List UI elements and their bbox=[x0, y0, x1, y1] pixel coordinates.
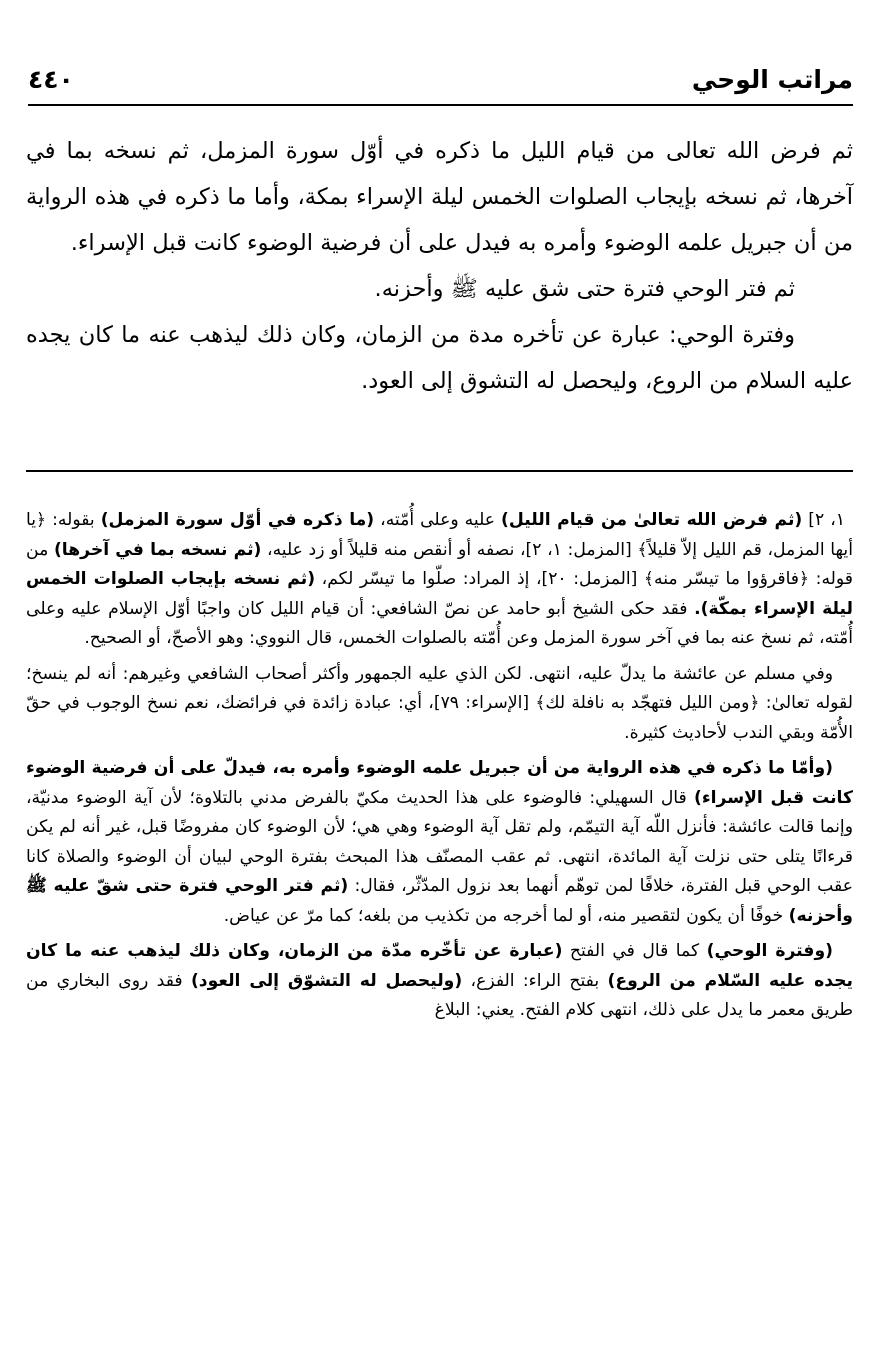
quoted-text: (وفترة الوحي) bbox=[706, 941, 833, 961]
commentary-text: قال السهيلي: فالوضوء على هذا الحديث مكيّ بالفرض مدني بالتلاوة؛ لأن آية الوضوء مدنيّة، وإنما قالت عائشة: فأنزل اللّه آية التيمّم، ولم تقل آية الوضوء وهي هي؛ لأن الوضوء كان مفروضًا قبل، غير أنه لم يكن قرءانًا يتلى حتى نزلت آية المائدة، انتهى. ثم عقب المصنّف هذا المبحث بفترة الوحي لبيان أن الوضوء والصلاة كانا عقب الوحي قبل الفترة، خلافًا لمن توهّم أنهما بعد نزول المدّثّر، فقال: bbox=[26, 787, 853, 896]
commentary-text: فقد حكى الشيخ أبو حامد عن نصّ الشافعي: أن قيام الليل كان واجبًا أوّل الإسلام عليه وعلى أُمّته، ثم نسخ عنه بما في آخر سورة المزمل وعن أُمّته بالصلوات الخمس، قال النووي: وهو الأصحّ، أو الصحيح. bbox=[26, 598, 853, 648]
commentary-text: فقد روى البخاري من طريق معمر ما يدل على ذلك، انتهى كلام الفتح. يعني: البلاغ bbox=[26, 970, 853, 1020]
main-paragraph-1: ثم فرض الله تعالى من قيام الليل ما ذكره في أوّل سورة المزمل، ثم نسخه بما في آخرها، ثم نسخه بإيجاب الصلوات الخمس ليلة الإسراء بمكة، وأما ما ذكره في هذه الرواية من أن جبريل علمه الوضوء وأمره به فيدل على أن فرضية الوضوء كانت قبل الإسراء. bbox=[26, 138, 853, 256]
section-divider bbox=[26, 470, 853, 472]
commentary-paragraph-4 bbox=[26, 937, 853, 1026]
page-header bbox=[28, 60, 853, 106]
commentary-paragraph-3 bbox=[26, 754, 853, 931]
quoted-text: (ما ذكره في أوّل سورة المزمل) bbox=[100, 510, 375, 530]
commentary bbox=[26, 506, 853, 1032]
commentary-paragraph-1 bbox=[26, 506, 853, 654]
quoted-text: (وأمّا ما ذكره في هذه الرواية من أن جبريل علمه الوضوء وأمره به، فيدلّ على أن فرضية الوضوء كانت قبل الإسراء) bbox=[26, 758, 853, 808]
main-text bbox=[26, 128, 853, 404]
commentary-text: عليه وعلى أُمّته، bbox=[374, 510, 502, 530]
commentary-paragraph-2: وفي مسلم عن عائشة ما يدلّ عليه، انتهى. لكن الذي عليه الجمهور وأكثر أصحاب الشافعي وغيرهم: أنه لم ينسخ؛ لقوله تعالىٰ: ﴿ومن الليل فتهجّد به نافلة لك﴾ [الإسراء: ٧٩]، أي: عبادة زائدة في فرائضك، نعم نسخ الوجوب في حقّ الأُمّة وبقي الندب لأحاديث كثيرة. bbox=[26, 663, 853, 743]
quoted-text: (وليحصل له التشوّق إلى العود) bbox=[190, 970, 463, 991]
quoted-text: (عبارة عن تأخّره مدّة من الزمان، وكان ذلك ليذهب عنه ما كان يجده عليه السّلام من الروع) bbox=[26, 941, 853, 991]
commentary-text: ١، ٢] bbox=[802, 510, 846, 530]
page-number: ٤٤٠ bbox=[28, 65, 74, 94]
commentary-text: من قوله: ﴿فاقرؤوا ما تيسّر منه﴾ [المزمل: ٢٠]، إذ المراد: صلّوا ما تيسّر لكم، bbox=[26, 539, 853, 589]
commentary-text: خوفًا أن يكون لتقصير منه، أو لما أخرجه من تكذيب من بلغه؛ كما مرّ عن عياض. bbox=[223, 905, 789, 926]
commentary-text: بقوله: ﴿يا أيها المزمل، قم الليل إلاّ قليلاً﴾ [المزمل: ١، ٢]، نصفه أو أنقص منه قليلاً أو زد عليه، bbox=[26, 510, 853, 560]
quoted-text: (ثم فرض الله تعالىٰ من قيام الليل) bbox=[501, 510, 803, 530]
quoted-text: (ثم نسخه بما في آخرها) bbox=[53, 539, 262, 560]
main-paragraph-2: ثم فتر الوحي فترة حتى شق عليه ﷺ وأحزنه. bbox=[374, 276, 795, 302]
commentary-text: بفتح الراء: الفزع، bbox=[462, 970, 608, 991]
running-title: مراتب الوحي bbox=[691, 65, 853, 94]
quoted-text: (ثم نسخه بإيجاب الصلوات الخمس ليلة الإسراء بمكّة). bbox=[26, 569, 853, 619]
quoted-text: (ثم فتر الوحي فترة حتى شقّ عليه ﷺ وأحزنه) bbox=[26, 876, 853, 926]
commentary-text: كما قال في الفتح bbox=[562, 941, 707, 961]
main-paragraph-3: وفترة الوحي: عبارة عن تأخره مدة من الزمان، وكان ذلك ليذهب عنه ما كان يجده عليه السلام من الروع، وليحصل له التشوق إلى العود. bbox=[26, 322, 853, 394]
